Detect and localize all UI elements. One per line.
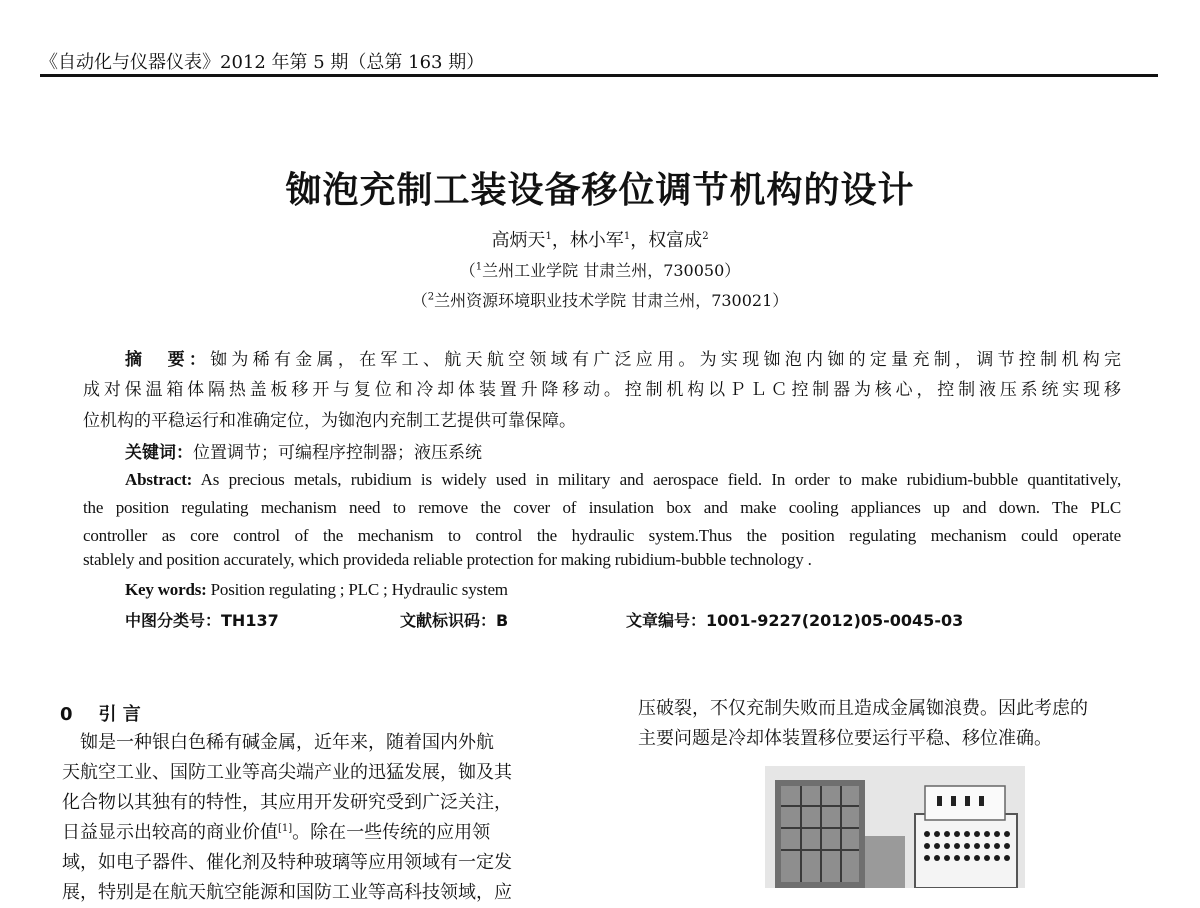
equipment-illustration (765, 766, 1025, 888)
abstract-zh-label: 摘 要： (125, 350, 211, 370)
body-line: 压破裂，不仅充制失败而且造成金属铷浪费。因此考虑的 (638, 698, 1088, 719)
doc-label: 文献标识码： (400, 611, 497, 630)
document-code (400, 608, 508, 631)
keywords-zh (125, 438, 482, 463)
author-affil-mark: 2 (702, 231, 709, 242)
equipment-photo (765, 766, 1025, 888)
article-label: 文章编号： (626, 611, 707, 630)
body-text: 。除在一些传统的应用领 (292, 822, 491, 843)
abstract-en-line-1 (125, 466, 1121, 494)
body-line: 化合物以其独有的特性，其应用开发研究受到广泛关注， (62, 792, 512, 813)
abstract-zh-line-3: 位机构的平稳运行和准确定位，为铷泡内充制工艺提供可靠保障。 (83, 411, 576, 431)
section-heading (60, 700, 141, 726)
doc-value: B (496, 611, 509, 630)
author-name: 林小军 (569, 230, 624, 251)
abstract-en-line-3: controller as core control of the mechanism to control the hydraulic system.Thus the position regulating mechanism could operate (83, 526, 1121, 545)
author-separator: ， (551, 230, 570, 251)
author-affil-mark: 1 (623, 231, 631, 242)
affiliation-open: （ (411, 291, 428, 310)
abstract-zh-text: 铷为稀有金属，在军工、航天航空领域有广泛应用。为实现铷泡内铷的定量充制，调节控制机构完 (210, 350, 1122, 370)
affiliation-mark: 2 (427, 291, 435, 303)
section-number: 0 (60, 704, 73, 725)
keywords-zh-label: 关键词： (125, 443, 193, 463)
body-line (62, 818, 582, 848)
clc-code (125, 608, 279, 631)
body-line: 域，如电子器件、催化剂及特种玻璃等应用领域有一定发 (62, 852, 512, 873)
abstract-en-label: Abstract: (125, 470, 193, 489)
keywords-en-label: Key words: (125, 580, 207, 599)
affiliation-text: 兰州工业学院 甘肃兰州，730050） (482, 261, 741, 280)
author-separator: ， (630, 230, 649, 251)
body-line: 铷是一种银白色稀有碱金属，近年来，随着国内外航 (62, 732, 494, 753)
abstract-en-line-2: the position regulating mechanism need to remove the cover of insulation box and make cooling appliances up and down. The PLC (83, 498, 1121, 517)
article-value: 1001-9227(2012)05-0045-03 (706, 611, 964, 630)
section-title: 引 言 (98, 704, 141, 725)
body-line: 天航空工业、国防工业等高尖端产业的迅猛发展，铷及其 (62, 762, 512, 783)
keywords-en-text: Position regulating ; PLC ; Hydraulic system (210, 580, 508, 599)
body-line: 展，特别是在航天航空能源和国防工业等高科技领域，应 (62, 882, 512, 903)
affiliation-text: 兰州资源环境职业技术学院 甘肃兰州，730021） (434, 291, 789, 310)
author-name: 高炳天 (491, 230, 546, 251)
affiliation-1 (0, 258, 1200, 281)
affiliation-open: （ (459, 261, 476, 280)
right-column (638, 694, 1158, 754)
affiliation-2 (0, 288, 1200, 311)
paper-title: 铷泡充制工装设备移位调节机构的设计 (285, 170, 915, 211)
abstract-en-line-4: stablely and position accurately, which provideda reliable protection for making rubidium-bubble technology . (83, 550, 812, 569)
body-text: 日益显示出较高的商业价值 (62, 822, 278, 843)
abstract-zh-line-1 (125, 346, 1121, 374)
clc-label: 中图分类号： (125, 611, 222, 630)
abstract-en-text: As precious metals, rubidium is widely used in military and aerospace field. In order to make rubidium-bubble quantitatively, (200, 470, 1121, 489)
keywords-zh-text: 位置调节；可编程序控制器；液压系统 (193, 443, 482, 463)
affiliation-mark: 1 (475, 261, 483, 273)
header-rule (40, 74, 1158, 77)
author-line (0, 226, 1200, 252)
abstract-zh-line-2: 成对保温箱体隔热盖板移开与复位和冷却体装置升降移动。控制机构以ＰＬＣ控制器为核心，控制液压系统实现移 (83, 380, 1121, 400)
author-affil-mark: 1 (545, 231, 552, 242)
clc-value: TH137 (221, 611, 279, 630)
body-line: 主要问题是冷却体装置移位要运行平稳、移位准确。 (638, 728, 1052, 749)
journal-header: 《自动化与仪器仪表》2012 年第 5 期（总第 163 期） (40, 52, 485, 73)
article-number (626, 608, 963, 631)
author-name: 权富成 (648, 230, 703, 251)
left-column (62, 728, 582, 908)
keywords-en (125, 580, 508, 600)
citation-ref: [1] (278, 823, 293, 834)
